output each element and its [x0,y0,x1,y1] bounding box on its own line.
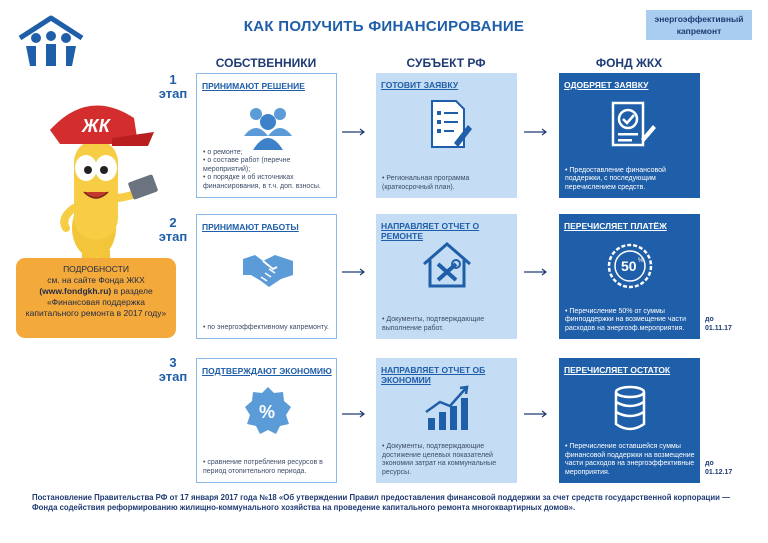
arrow-right-icon [342,268,368,276]
coins-database-icon [603,384,657,434]
svg-text:%: % [638,258,644,264]
fund-website-link[interactable]: (www.fondgkh.ru) [39,286,112,296]
growth-chart-icon [420,384,474,434]
deadline-date: 01.11.17 [705,325,732,332]
card-title: ПРИНИМАЮТ РЕШЕНИЕ [202,81,305,91]
card-title: ГОТОВИТ ЗАЯВКУ [381,80,459,90]
bullet: • о ремонте; [203,148,243,156]
info-line-section: в разделе [111,286,153,296]
arrow-right-icon [524,410,550,418]
bullet: • Документы, подтверждающие достижение целевых показателей экономии затрат на коммунальные ресурсы. [382,443,497,476]
application-document-icon [420,99,474,149]
card-title: ПОДТВЕРЖДАЮТ ЭКОНОМИЮ [202,366,332,376]
stage-2-deadline [705,315,732,333]
card-body [565,308,696,333]
percent-badge-icon [241,385,295,435]
page-title: КАК ПОЛУЧИТЬ ФИНАНСИРОВАНИЕ [243,18,525,35]
people-icon [241,100,295,150]
info-line-site: см. на сайте Фонда ЖКХ [47,275,145,285]
percent-symbol: % [259,402,276,422]
details-info-box [16,258,176,338]
arrow-right-icon [342,128,368,136]
info-heading: ПОДРОБНОСТИ [63,264,129,274]
stage-1-label [148,73,198,101]
card-body [382,316,513,333]
bullet: • о порядке и об источниках финансирования, в т.ч. доп. взносы. [203,174,321,190]
stage-word: этап [158,86,188,101]
deadline-prefix: до [705,316,714,323]
legal-footer: Постановление Правительства РФ от 17 января 2017 года №18 «Об утверждении Правил предоставления финансовой поддержки за счет средств государственной корпорации — Фонда содействия реформированию жилищно-коммунального хозяйства на проведение капитального ремонта многоквартирных домов». [32,493,730,512]
card-title: ПРИНИМАЮТ РАБОТЫ [202,222,299,232]
arrow-right-icon [524,128,550,136]
stage-3-label [148,356,198,384]
badge-line-2: капремонт [676,26,722,36]
stage-word: этап [158,229,188,244]
arrow-right-icon [342,410,368,418]
bullet: • Перечисление оставшейся суммы финансовой поддержки на возмещение части расходов на энергоэффективные мероприятия. [565,443,695,476]
column-heading-owners: СОБСТВЕННИКИ [215,56,317,70]
card-body [203,149,332,191]
house-tools-icon [420,240,474,290]
card-body [203,324,332,332]
card-title: ПЕРЕЧИСЛЯЕТ ПЛАТЁЖ [564,221,667,231]
bullet: • Региональная программа (краткосрочный план). [382,175,470,191]
approved-document-icon [603,99,657,149]
bullet: • по энергоэффективному капремонту. [203,323,329,331]
stage-2-owners-card [196,214,337,339]
card-title: ОДОБРЯЕТ ЗАЯВКУ [564,80,649,90]
mascot-illustration [30,78,160,263]
stage-number: 3 [169,355,177,370]
fifty-percent-icon [603,240,657,290]
card-title: НАПРАВЛЯЕТ ОТЧЕТ О РЕМОНТЕ [381,221,480,241]
stage-word: этап [158,369,188,384]
stage-3-deadline [705,459,732,477]
card-body [565,443,696,477]
stage-number: 1 [169,72,177,87]
stage-2-label [148,216,198,244]
deadline-prefix: до [705,460,714,467]
handshake-icon [241,241,295,291]
column-heading-fund: ФОНД ЖКХ [595,56,663,70]
stage-1-owners-card [196,73,337,198]
bullet: • сравнение потребления ресурсов в период отопительного периода. [203,459,323,475]
stage-3-owners-card [196,358,337,483]
stage-3-region-card [376,358,517,483]
info-section-name: «Финансовая поддержка капитального ремонта в 2017 году» [25,297,167,318]
stage-2-fund-card [559,214,700,339]
card-title: НАПРАВЛЯЕТ ОТЧЕТ ОБ ЭКОНОМИИ [381,365,486,385]
card-title: ПЕРЕЧИСЛЯЕТ ОСТАТОК [564,365,671,375]
card-body [565,167,696,192]
stage-1-fund-card [559,73,700,198]
stage-2-region-card [376,214,517,339]
badge-line-1: энергоэффективный [654,14,744,24]
info-line-link [22,286,170,297]
bullet: • Документы, подтверждающие выполнение работ. [382,316,485,332]
fifty-percent-label: 50 [621,258,637,274]
cap-lettering: ЖК [82,116,110,136]
stage-3-fund-card [559,358,700,483]
column-heading-region: СУБЪЕКТ РФ [406,56,486,70]
deadline-date: 01.12.17 [705,469,733,476]
stage-number: 2 [169,215,177,230]
bullet: • о составе работ (перечне мероприятий); [203,157,291,173]
topic-badge [646,10,752,40]
stage-1-region-card [376,73,517,198]
arrow-right-icon [524,268,550,276]
bullet: • Перечисление 50% от суммы финподдержки на возмещение части расходов на энергоэф.мероприятия. [565,307,687,332]
card-body [203,459,332,476]
bullet: • Предоставление финансовой поддержки, с последующим перечислением средств. [565,166,666,191]
card-body [382,443,513,477]
card-body [382,175,513,192]
